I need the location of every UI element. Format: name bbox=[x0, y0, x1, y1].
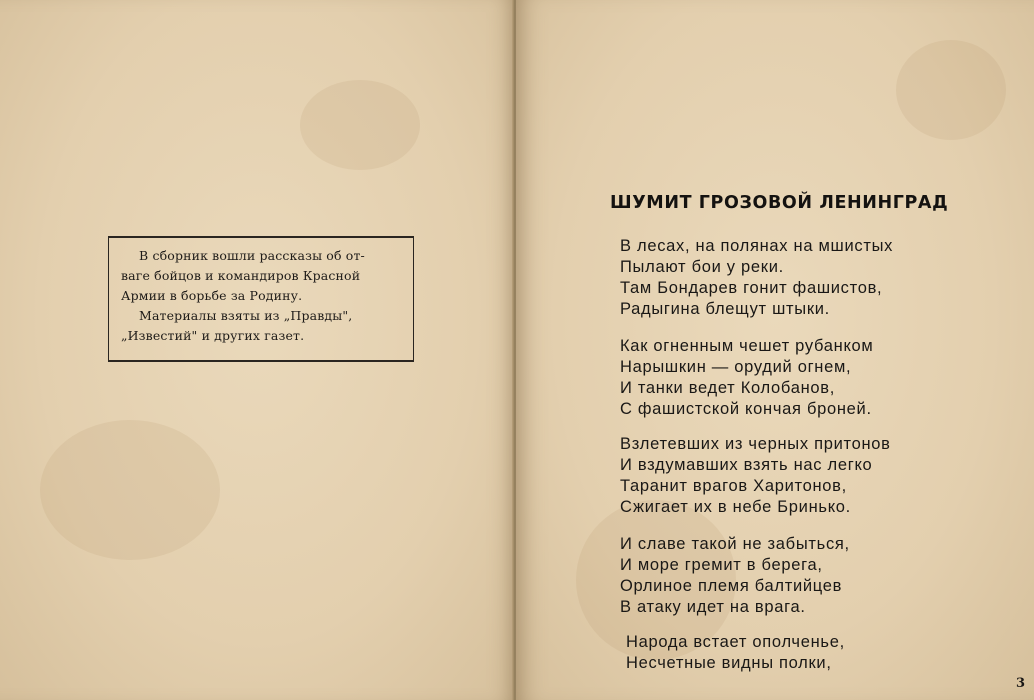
poem-line: Орлиное племя балтийцев bbox=[620, 577, 843, 595]
note-line: „Известий" и других газет. bbox=[121, 328, 305, 343]
poem-stanza bbox=[626, 632, 845, 674]
poem-line: Взлетевших из черных притонов bbox=[620, 435, 891, 453]
poem-stanza bbox=[620, 434, 891, 518]
note-line: В сборник вошли рассказы об от- bbox=[139, 248, 365, 263]
poem-line: Таранит врагов Харитонов, bbox=[620, 477, 847, 495]
poem-line: И славе такой не забыться, bbox=[620, 535, 850, 553]
poem-line: И море гремит в берега, bbox=[620, 556, 823, 574]
poem-stanza bbox=[620, 236, 893, 320]
poem-line: Народа встает ополченье, bbox=[626, 633, 845, 651]
poem-line: Несчетные видны полки, bbox=[626, 654, 832, 672]
poem-line: И вздумавших взять нас легко bbox=[620, 456, 873, 474]
poem-line: И танки ведет Колобанов, bbox=[620, 379, 836, 397]
poem-line: Радыгина блещут штыки. bbox=[620, 300, 830, 318]
poem-line: Как огненным чешет рубанком bbox=[620, 337, 874, 355]
poem-stanza bbox=[620, 534, 850, 618]
poem-line: В лесах, на полянах на мшистых bbox=[620, 237, 894, 255]
poem-stanza bbox=[620, 336, 873, 420]
poem-title: ШУМИТ ГРОЗОВОЙ ЛЕНИНГРАД bbox=[610, 193, 949, 213]
paper-stain bbox=[896, 40, 1006, 140]
poem-line: С фашистской кончая броней. bbox=[620, 400, 872, 418]
poem-line: Там Бондарев гонит фашистов, bbox=[620, 279, 883, 297]
note-line: ваге бойцов и командиров Красной bbox=[121, 268, 361, 283]
note-line: Материалы взяты из „Правды", bbox=[139, 308, 353, 323]
paper-stain bbox=[300, 80, 420, 170]
paper-stain bbox=[40, 420, 220, 560]
poem-line: В атаку идет на врага. bbox=[620, 598, 806, 616]
collection-note-box bbox=[108, 236, 414, 362]
poem-line: Пылают бои у реки. bbox=[620, 258, 784, 276]
left-page bbox=[0, 0, 516, 700]
poem-line: Нарышкин — орудий огнем, bbox=[620, 358, 852, 376]
note-line: Армии в борьбе за Родину. bbox=[121, 288, 303, 303]
poem-line: Сжигает их в небе Бринько. bbox=[620, 498, 851, 516]
page-number: 3 bbox=[1016, 676, 1026, 691]
